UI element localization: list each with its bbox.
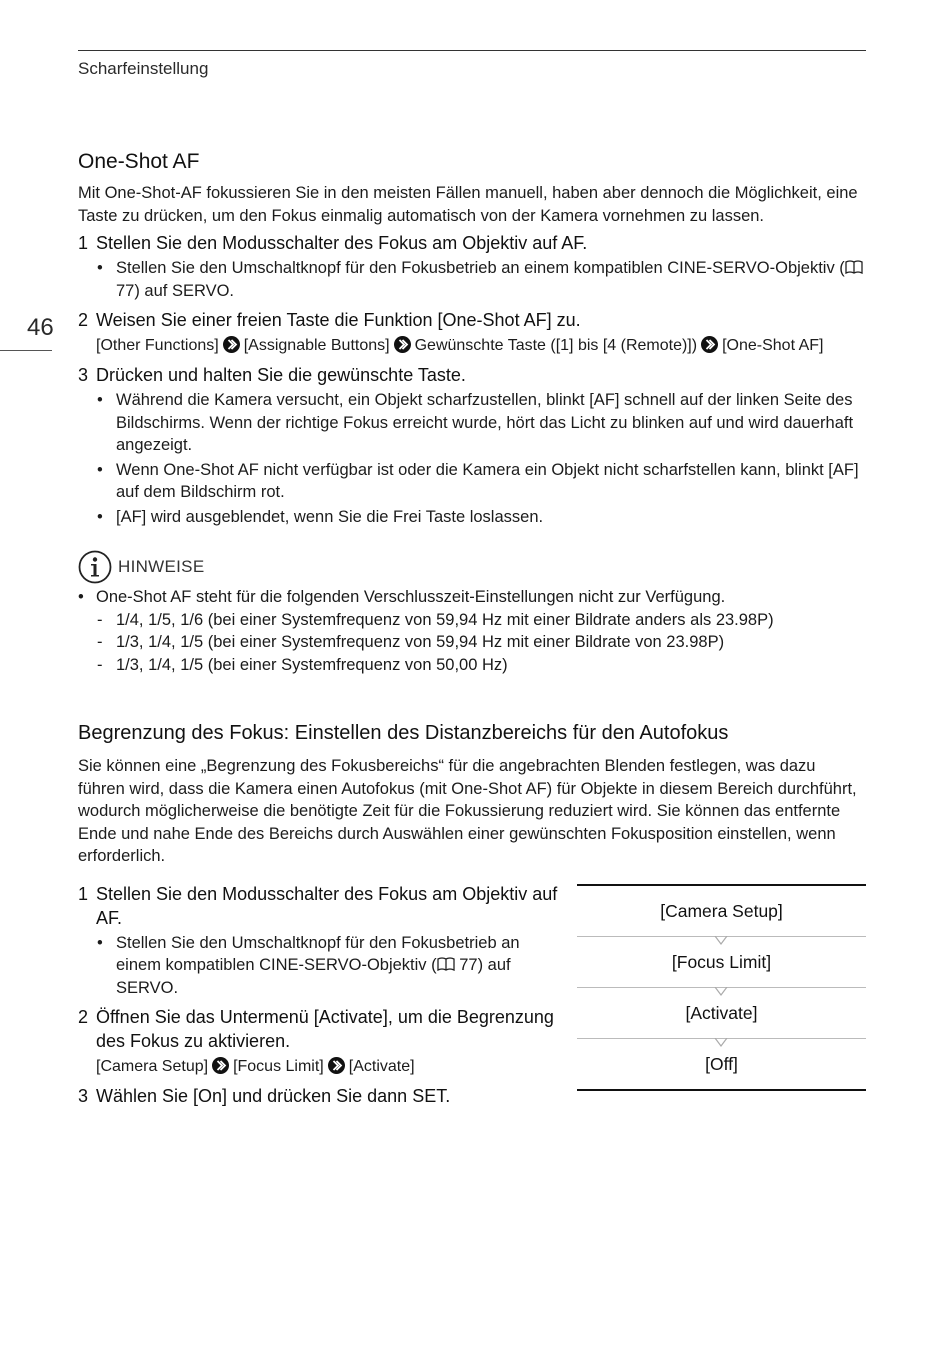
bullet-dot: • bbox=[97, 460, 103, 479]
limit-step-1-bullet bbox=[78, 932, 564, 1000]
bullet-text: [AF] wird ausgeblendet, wenn Sie die Frei Taste loslassen. bbox=[116, 507, 544, 526]
menu-flow bbox=[577, 884, 866, 1091]
notes-item-text: 1/4, 1/5, 1/6 (bei einer Systemfrequenz von 59,94 Hz mit einer Bildrate anders als 23.98P) bbox=[116, 610, 774, 629]
bullet-text: Wenn One-Shot AF nicht verfügbar ist oder die Kamera ein Objekt nicht scharfstellen kann, blinkt [AF] auf dem Bildschirm rot. bbox=[116, 460, 859, 501]
menu-path-item: [Camera Setup] bbox=[96, 1058, 209, 1075]
bullet-text-b: 77) auf SERVO. bbox=[116, 281, 235, 300]
oneshot-step-1-bullet bbox=[78, 257, 866, 302]
notes-header bbox=[78, 550, 866, 584]
notes-item-text: 1/3, 1/4, 1/5 (bei einer Systemfrequenz von 59,94 Hz mit einer Bildrate von 23.98P) bbox=[116, 633, 725, 651]
info-icon bbox=[78, 550, 112, 584]
book-icon bbox=[437, 957, 455, 971]
step-number: 2 bbox=[78, 1007, 89, 1027]
menu-path-item: [Focus Limit] bbox=[233, 1058, 324, 1075]
step-text: Öffnen Sie das Untermenü [Activate], um die Begrenzung des Fokus zu aktivieren. bbox=[96, 1007, 554, 1051]
oneshot-intro: Mit One-Shot-AF fokussieren Sie in den meisten Fällen manuell, haben aber dennoch die Möglichkeit, eine Taste zu drücken, um den Fokus einmalig automatisch von der Kamera vornehmen zu lassen. bbox=[78, 184, 858, 225]
limit-menu-path bbox=[78, 1056, 564, 1078]
notes-item bbox=[78, 654, 866, 677]
section-title-oneshot: One-Shot AF bbox=[78, 150, 200, 173]
dash-marker: - bbox=[97, 655, 103, 674]
bullet-text-a: Stellen Sie den Umschaltknopf für den Fokusbetrieb an einem kompatiblen CINE-SERVO-Objektiv ( bbox=[116, 933, 520, 974]
bullet-text: Während die Kamera versucht, ein Objekt scharfzustellen, blinkt [AF] schnell auf der linken Seite des Bildschirms. Wenn der richtige Fokus erreicht wurde, hört das Licht zu blinken auf und wird dauerhaft angezeigt. bbox=[116, 391, 854, 454]
menu-separator bbox=[577, 987, 866, 988]
chevron-right-icon bbox=[701, 336, 718, 353]
notes-title: HINWEISE bbox=[118, 557, 205, 576]
book-icon bbox=[845, 260, 863, 274]
oneshot-step-2 bbox=[78, 308, 866, 332]
bullet-dot: • bbox=[78, 588, 84, 606]
menu-item-camera-setup: [Camera Setup] bbox=[660, 900, 783, 921]
oneshot-step-3-bullet bbox=[78, 459, 866, 504]
bullet-dot: • bbox=[97, 507, 103, 526]
step-number: 1 bbox=[78, 233, 89, 253]
step-number: 2 bbox=[78, 310, 89, 330]
limit-step-2 bbox=[78, 1005, 564, 1053]
menu-path-item: [Activate] bbox=[348, 1058, 415, 1075]
notes-item bbox=[78, 631, 866, 654]
step-number: 1 bbox=[78, 883, 89, 904]
menu-item-activate: [Activate] bbox=[685, 1002, 758, 1023]
menu-path-item: [One-Shot AF] bbox=[722, 337, 824, 354]
chevron-right-icon bbox=[394, 336, 411, 353]
oneshot-step-3-bullet bbox=[78, 389, 866, 457]
oneshot-step-3-bullet bbox=[78, 506, 866, 529]
chevron-right-icon bbox=[328, 1057, 345, 1074]
page-number-rule bbox=[0, 350, 52, 351]
step-text: Drücken und halten Sie die gewünschte Taste. bbox=[96, 365, 466, 385]
menu-item-off: [Off] bbox=[705, 1053, 738, 1074]
menu-bottom-rule bbox=[577, 1089, 866, 1091]
step-text: Weisen Sie einer freien Taste die Funktion [One-Shot AF] zu. bbox=[96, 310, 581, 330]
focus-limit-steps-text bbox=[78, 878, 564, 1109]
bullet-text-b: 77) auf SERVO. bbox=[116, 956, 511, 997]
menu-path-item: [Assignable Buttons] bbox=[243, 337, 390, 354]
section-title-focus-limit: Begrenzung des Fokus: Einstellen des Distanzbereichs für den Autofokus bbox=[78, 722, 729, 744]
menu-item-focus-limit: [Focus Limit] bbox=[671, 951, 772, 972]
notes-item-text: 1/3, 1/4, 1/5 (bei einer Systemfrequenz von 50,00 Hz) bbox=[116, 655, 508, 674]
chevron-down-icon bbox=[714, 936, 728, 945]
step-number: 3 bbox=[78, 365, 89, 385]
menu-path-item: [Other Functions] bbox=[96, 337, 219, 354]
bullet-dot: • bbox=[97, 391, 103, 409]
chevron-down-icon bbox=[714, 1038, 728, 1047]
menu-separator bbox=[577, 936, 866, 937]
top-rule bbox=[78, 50, 866, 51]
limit-step-3 bbox=[78, 1084, 564, 1108]
oneshot-step-1 bbox=[78, 231, 866, 255]
focus-limit-intro: Sie können eine „Begrenzung des Fokusbereichs“ für die angebrachten Blenden festlegen, was dazu führen wird, dass die Kamera einen Autofokus (mit One-Shot AF) für Objekte in diesem Bereich durchführt, wodurch möglicherweise die benötigte Zeit für die Fokussierung reduziert wird. Sie können das entfernte Ende und nahe Ende des Bereichs durch Auswählen einer gewünschten Fokusposition einstellen, wenn erforderlich. bbox=[78, 757, 857, 865]
oneshot-menu-path bbox=[78, 335, 866, 357]
menu-diagram bbox=[577, 884, 866, 1091]
bullet-dot: • bbox=[97, 259, 103, 277]
running-header: Scharfeinstellung bbox=[78, 59, 209, 78]
limit-step-1 bbox=[78, 882, 564, 930]
step-number: 3 bbox=[78, 1086, 89, 1106]
dash-marker: - bbox=[97, 610, 103, 629]
chevron-right-icon bbox=[223, 336, 240, 353]
chevron-down-icon bbox=[714, 987, 728, 996]
notes-bullet bbox=[78, 586, 866, 609]
chevron-right-icon bbox=[212, 1057, 229, 1074]
notes-bullet-text: One-Shot AF steht für die folgenden Verschlusszeit-Einstellungen nicht zur Verfügung. bbox=[96, 588, 726, 606]
page-number: 46 bbox=[27, 314, 54, 341]
bullet-dot: • bbox=[97, 933, 103, 952]
menu-path-item: Gewünschte Taste ([1] bis [4 (Remote)]) bbox=[414, 337, 698, 354]
dash-marker: - bbox=[97, 633, 103, 651]
bullet-text-a: Stellen Sie den Umschaltknopf für den Fokusbetrieb an einem kompatiblen CINE-SERVO-Objektiv ( bbox=[116, 259, 845, 277]
step-text: Wählen Sie [On] und drücken Sie dann SET. bbox=[96, 1086, 451, 1106]
step-text: Stellen Sie den Modusschalter des Fokus am Objektiv auf AF. bbox=[96, 233, 588, 253]
notes-item bbox=[78, 609, 866, 632]
oneshot-step-3 bbox=[78, 363, 866, 387]
step-text: Stellen Sie den Modusschalter des Fokus am Objektiv auf AF. bbox=[96, 883, 558, 928]
menu-separator bbox=[577, 1038, 866, 1039]
